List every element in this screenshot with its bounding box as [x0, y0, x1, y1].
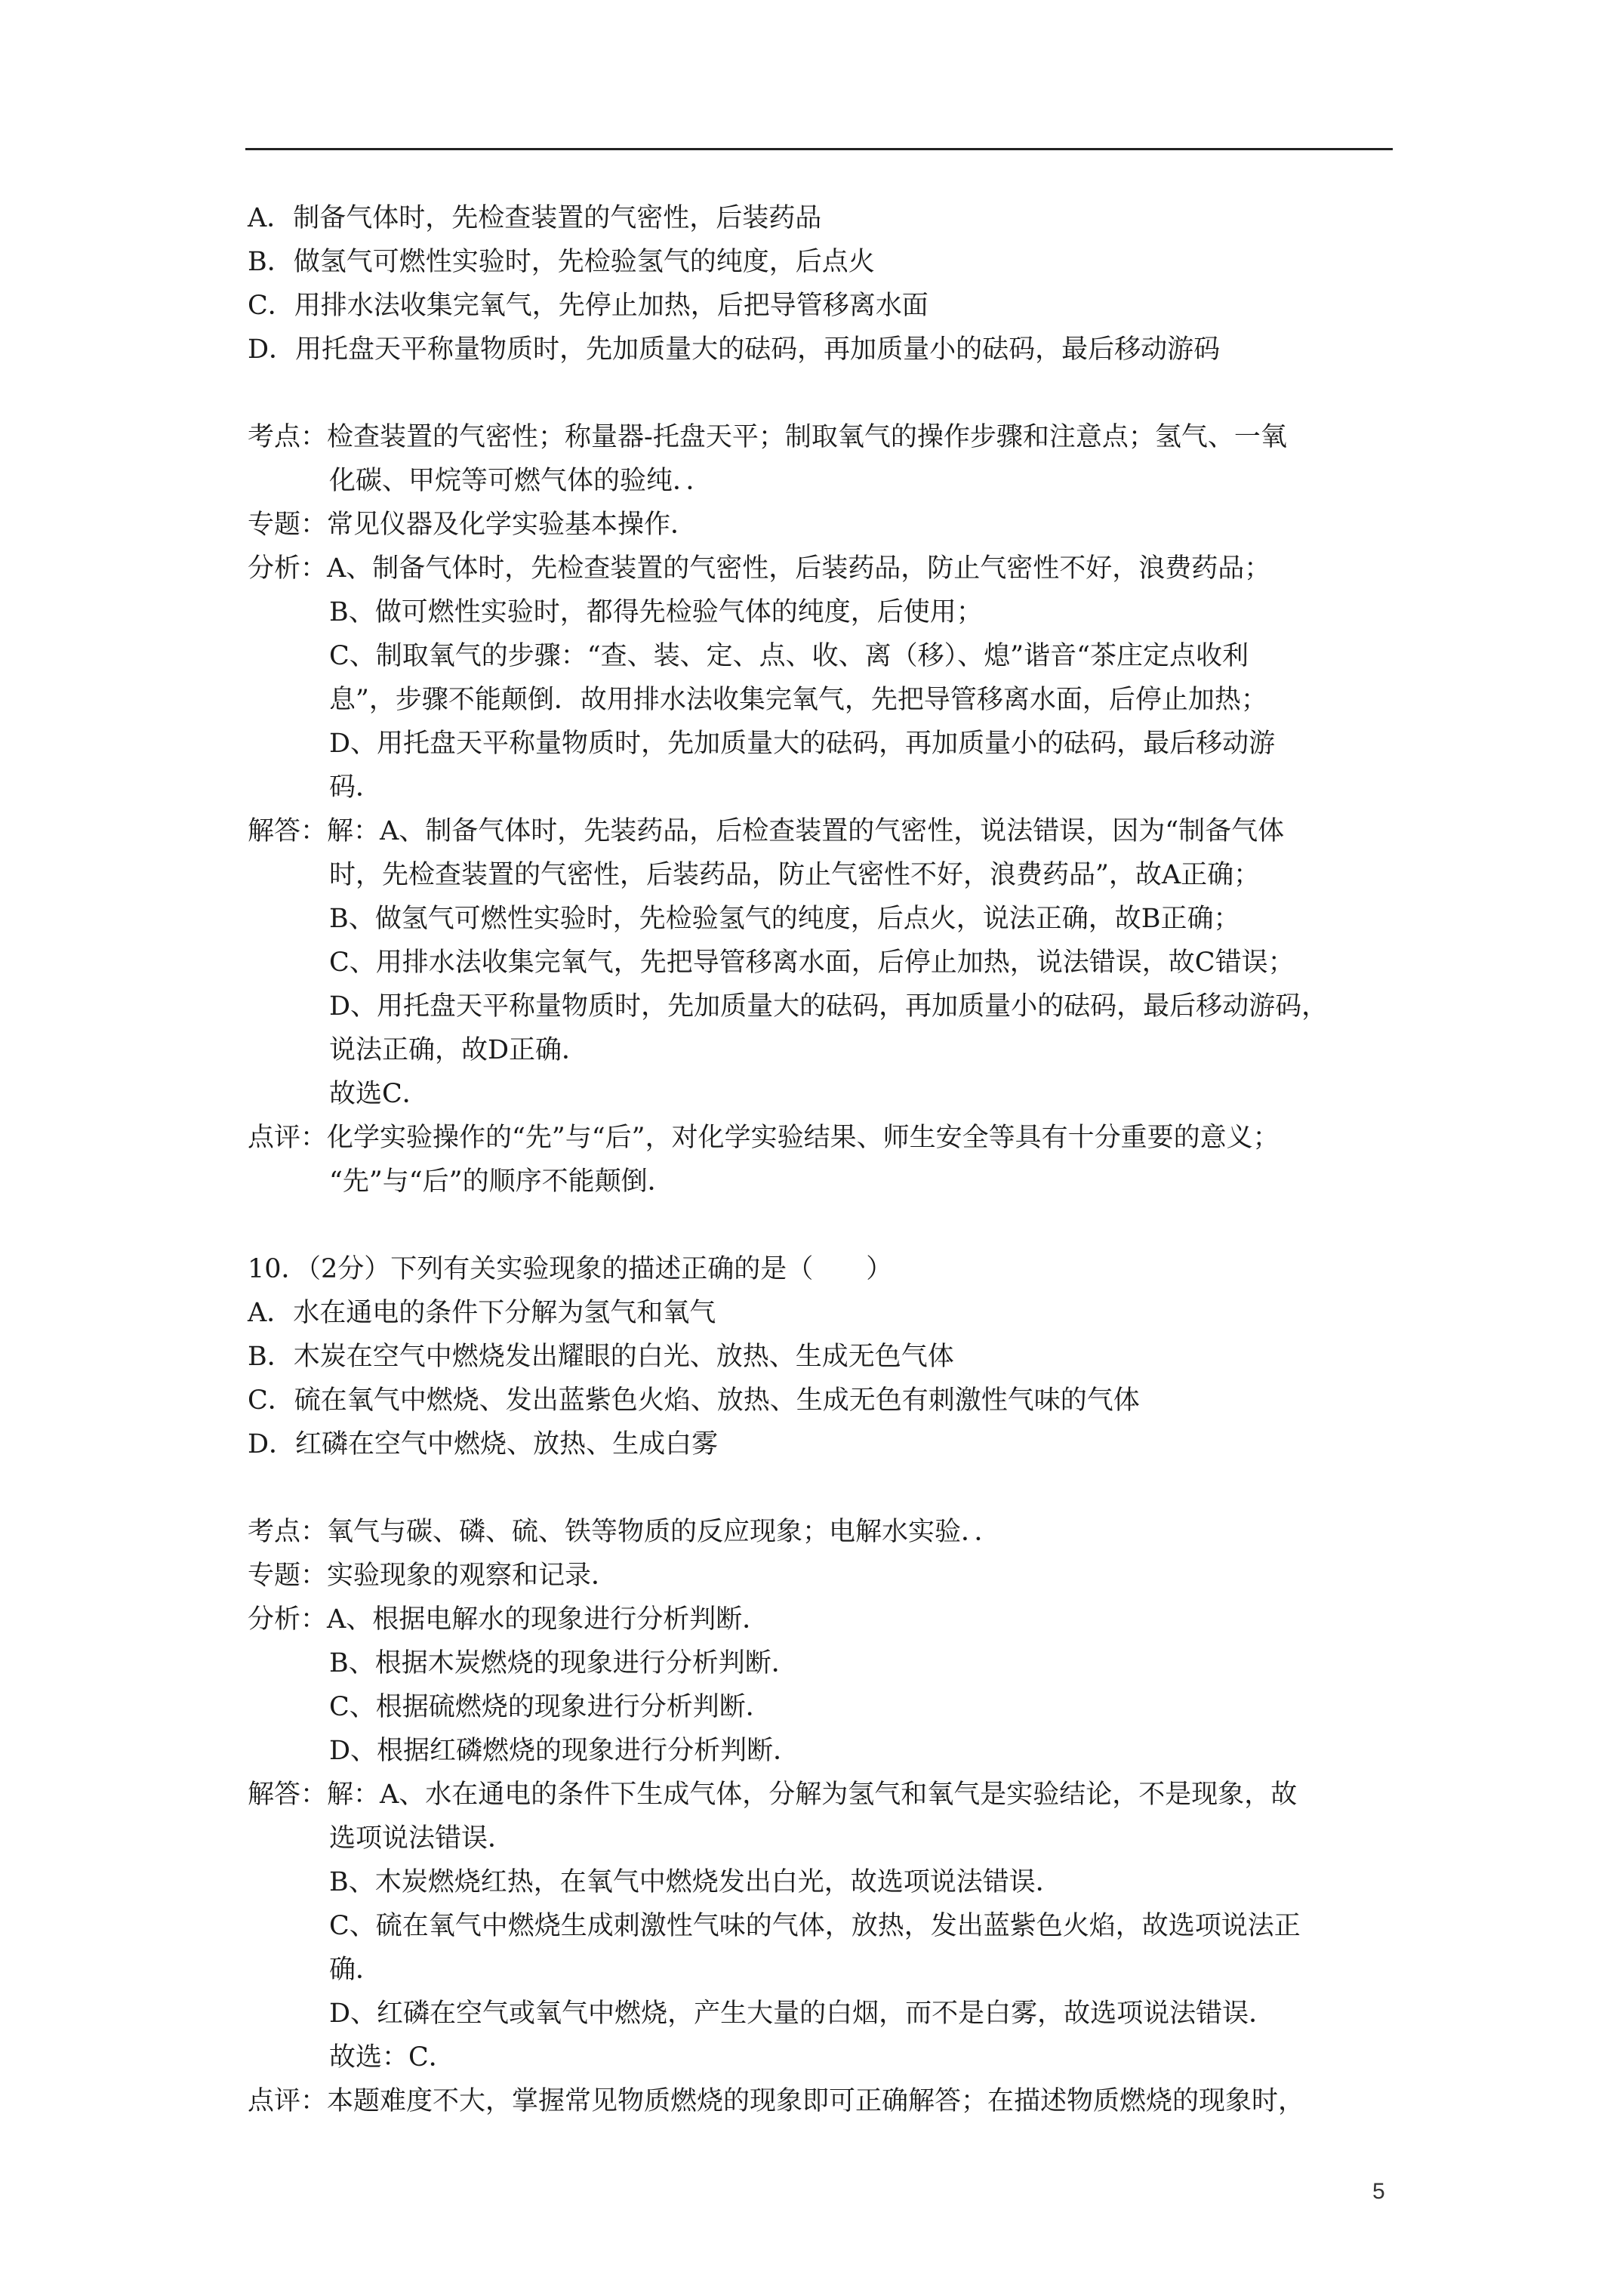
- option-d: D．用托盘天平称量物质时，先加质量大的砝码，再加质量小的砝码，最后移动游码: [248, 334, 1221, 365]
- spacer: [248, 371, 1403, 415]
- option-c: C．用排水法收集完氧气，先停止加热，后把导管移离水面: [248, 291, 929, 321]
- option-d: D．红磷在空气中燃烧、放热、生成白雾: [248, 1429, 719, 1459]
- kaodian-line: 考点：氧气与碳、磷、硫、铁等物质的反应现象；电解水实验．．: [248, 1517, 1001, 1547]
- fenxi-line: 码．: [329, 772, 383, 803]
- fenxi-line: B、做可燃性实验时，都得先检验气体的纯度，后使用；: [329, 597, 983, 627]
- jieda-line: 故选：C．: [329, 2042, 455, 2073]
- jieda-line: B、做氢气可燃性实验时，先检验氢气的纯度，后点火，说法正确，故B正确；: [329, 904, 1240, 934]
- fenxi-line: D、用托盘天平称量物质时，先加质量大的砝码，再加质量小的砝码，最后移动游: [329, 729, 1276, 759]
- jieda-line: C、硫在氧气中燃烧生成刺激性气味的气体，放热，发出蓝紫色火焰，故选项说法正: [329, 1911, 1301, 1941]
- jieda-line: 解答：解：A、水在通电的条件下生成气体，分解为氢气和氧气是实验结论，不是现象，故: [248, 1780, 1298, 1810]
- spacer: [248, 1466, 1403, 1510]
- fenxi-line: 分析：A、根据电解水的现象进行分析判断．: [248, 1604, 769, 1635]
- zhuanti-line: 专题：常见仪器及化学实验基本操作．: [248, 510, 698, 540]
- jieda-line: 确．: [329, 1955, 383, 1985]
- jieda-line: D、用托盘天平称量物质时，先加质量大的砝码，再加质量小的砝码，最后移动游码，: [329, 991, 1329, 1022]
- fenxi-line: B、根据木炭燃烧的现象进行分析判断．: [329, 1648, 798, 1678]
- dianping-line: 点评：化学实验操作的“先”与“后”，对化学实验结果、师生安全等具有十分重要的意义；: [248, 1123, 1280, 1153]
- jieda-line: C、用排水法收集完氧气，先把导管移离水面，后停止加热，说法错误，故C错误；: [329, 948, 1295, 978]
- document-body: [248, 196, 1403, 2123]
- jieda-line: 时，先检查装置的气密性，后装药品，防止气密性不好，浪费药品”，故A正确；: [329, 860, 1261, 890]
- dianping-line: “先”与“后”的顺序不能颠倒．: [329, 1166, 674, 1197]
- option-c: C．硫在氧气中燃烧、发出蓝紫色火焰、放热、生成无色有刺激性气味的气体: [248, 1385, 1140, 1416]
- option-b: B．做氢气可燃性实验时，先检验氢气的纯度，后点火: [248, 247, 875, 277]
- jieda-line: D、红磷在空气或氧气中燃烧，产生大量的白烟，而不是白雾，故选项说法错误．: [329, 1999, 1276, 2029]
- dianping-line: 点评：本题难度不大，掌握常见物质燃烧的现象即可正确解答；在描述物质燃烧的现象时，: [248, 2086, 1305, 2116]
- option-a: A．制备气体时，先检查装置的气密性，后装药品: [248, 203, 822, 233]
- kaodian-line: 化碳、甲烷等可燃气体的验纯．．: [329, 466, 713, 496]
- fenxi-line: D、根据红磷燃烧的现象进行分析判断．: [329, 1736, 800, 1766]
- jieda-line: 故选C．: [329, 1079, 429, 1109]
- option-a: A．水在通电的条件下分解为氢气和氧气: [248, 1298, 716, 1328]
- fenxi-line: 分析：A、制备气体时，先检查装置的气密性，后装药品，防止气密性不好，浪费药品；: [248, 553, 1271, 584]
- jieda-line: 解答：解：A、制备气体时，先装药品，后检查装置的气密性，说法错误，因为“制备气体: [248, 816, 1285, 846]
- header-rule: [245, 148, 1393, 150]
- fenxi-line: C、制取氧气的步骤：“查、装、定、点、收、离（移）、熄”谐音“茶庄定点收利: [329, 641, 1249, 671]
- spacer: [248, 1203, 1403, 1247]
- option-b: B．木炭在空气中燃烧发出耀眼的白光、放热、生成无色气体: [248, 1342, 954, 1372]
- zhuanti-line: 专题：实验现象的观察和记录．: [248, 1561, 618, 1591]
- jieda-line: 选项说法错误．: [329, 1823, 515, 1854]
- kaodian-line: 考点：检查装置的气密性；称量器-托盘天平；制取氧气的操作步骤和注意点；氢气、一氧: [248, 422, 1287, 452]
- jieda-line: B、木炭燃烧红热，在氧气中燃烧发出白光，故选项说法错误．: [329, 1867, 1062, 1897]
- question-10: 10．（2分）下列有关实验现象的描述正确的是（ ）: [248, 1254, 893, 1284]
- jieda-line: 说法正确，故D正确．: [329, 1035, 589, 1065]
- fenxi-line: C、根据硫燃烧的现象进行分析判断．: [329, 1692, 772, 1722]
- page-number: 5: [1372, 2179, 1385, 2204]
- fenxi-line: 息”，步骤不能颠倒．故用排水法收集完氧气，先把导管移离水面，后停止加热；: [329, 685, 1267, 715]
